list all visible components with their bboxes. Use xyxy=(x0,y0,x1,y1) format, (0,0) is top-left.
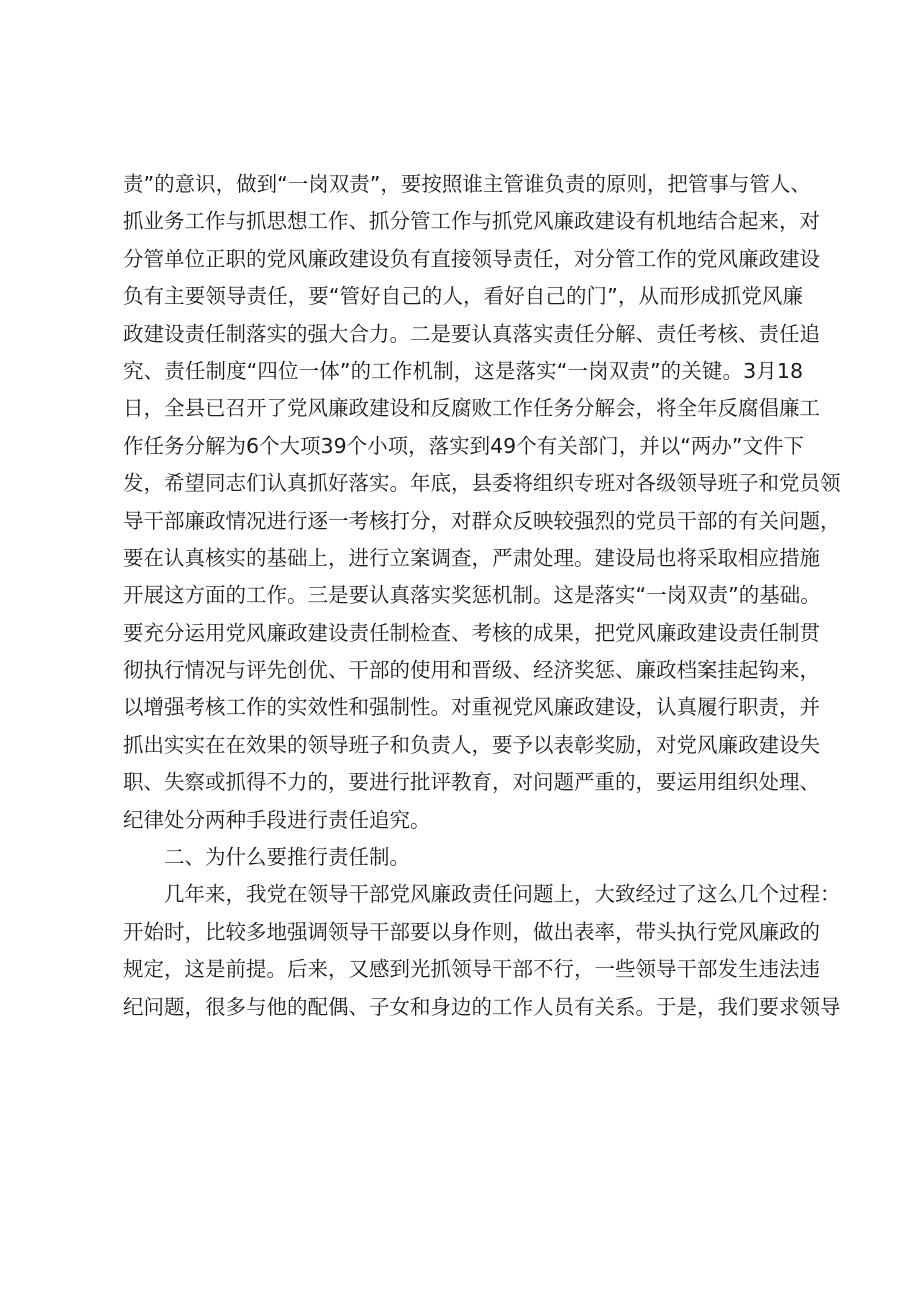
text-line: 职、失察或抓得不力的，要进行批评教育，对问题严重的，要运用组织处理、 xyxy=(123,770,820,795)
text-line: 作任务分解为6个大项39个小项，落实到49个有关部门，并以“两办”文件下 xyxy=(123,433,804,458)
text-line: 开展这方面的工作。三是要认真落实奖惩机制。这是落实“一岗双责”的基础。 xyxy=(123,583,821,608)
text-line: 开始时，比较多地强调领导干部要以身作则，做出表率，带头执行党风廉政的 xyxy=(123,919,820,944)
text-line: 规定，这是前提。后来，又感到光抓领导干部不行，一些领导干部发生违法违 xyxy=(123,957,820,982)
text-line: 要充分运用党风廉政建设责任制检查、考核的成果，把党风廉政建设责任制贯 xyxy=(123,620,820,645)
text-line: 负有主要领导责任，要“管好自己的人，看好自己的门”，从而形成抓党风廉 xyxy=(123,284,803,309)
text-line: 政建设责任制落实的强大合力。二是要认真落实责任分解、责任考核、责任追 xyxy=(123,321,820,346)
text-line: 要在认真核实的基础上，进行立案调查，严肃处理。建设局也将采取相应措施 xyxy=(123,545,820,570)
text-line: 责”的意识，做到“一岗双责”，要按照谁主管谁负责的原则，把管事与管人、 xyxy=(123,172,811,196)
text-line: 抓出实实在在效果的领导班子和负责人，要予以表彰奖励，对党风廉政建设失 xyxy=(123,732,820,757)
paragraph-2 xyxy=(123,876,841,1026)
paragraph-1 xyxy=(123,166,841,839)
text-line: 导干部廉政情况进行逐一考核打分，对群众反映较强烈的党员干部的有关问题， xyxy=(123,508,841,533)
text-line: 纪律处分两种手段进行责任追究。 xyxy=(123,807,431,832)
text-line: 几年来，我党在领导干部党风廉政责任问题上，大致经过了这么几个过程： xyxy=(164,882,841,907)
text-line: 发，希望同志们认真抓好落实。年底，县委将组织专班对各级领导班子和党员领 xyxy=(123,471,841,496)
text-line: 纪问题，很多与他的配偶、子女和身边的工作人员有关系。于是，我们要求领导 xyxy=(123,994,841,1019)
text-line: 彻执行情况与评先创优、干部的使用和晋级、经济奖惩、廉政档案挂起钩来， xyxy=(123,658,820,683)
document-body xyxy=(123,166,841,1026)
text-line: 分管单位正职的党风廉政建设负有直接领导责任，对分管工作的党风廉政建设 xyxy=(123,246,820,271)
text-line: 究、责任制度“四位一体”的工作机制，这是落实“一岗双责”的关键。3月18 xyxy=(123,358,803,383)
text-line: 日，全县已召开了党风廉政建设和反腐败工作任务分解会，将全年反腐倡廉工 xyxy=(123,396,820,421)
text-line: 抓业务工作与抓思想工作、抓分管工作与抓党风廉政建设有机地结合起来，对 xyxy=(123,209,820,234)
section-heading: 二、为什么要推行责任制。 xyxy=(164,845,410,870)
text-line: 以增强考核工作的实效性和强制性。对重视党风廉政建设，认真履行职责，并 xyxy=(123,695,820,720)
